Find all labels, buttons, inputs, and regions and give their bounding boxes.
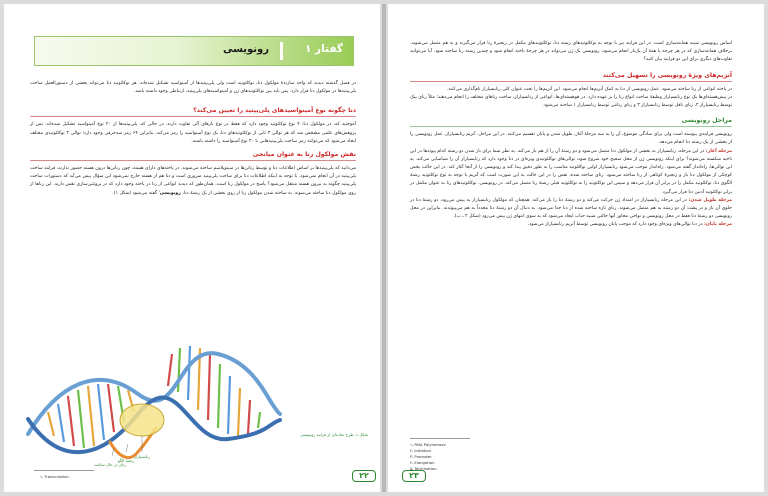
footnote-item: ۵ـ Termination [410,466,437,471]
intro-paragraph: در فصل گذشته دیدید که واحد سازندهٔ مولکول دنا، نوکلئوتید است ولی پلی‌پپتیدها از آمینواسید تشکیل شده‌اند. هر نوکلئوتید دنا می‌تواند بخشی از دستورالعمل ساخت پلی‌پپتیدها در مولکول دنا قرار دارد. پس باید بین نوکلئوتیدهای ژن و آمینواسیدهای پلی‌پپتید، ارتباطی وجود داشته باشد. [30,81,356,95]
label-enzyme: رنابسپاراز [133,454,151,459]
rna-polymerase-shape [120,404,164,436]
stage-termination-label: مرحله پایان: [704,222,732,228]
stage-initiation [410,148,732,197]
label-template-strand: رشتهٔ الگو [117,458,135,463]
page-number-right: ۲۳ [402,470,426,482]
section-rna-text: می‌دانید که پلی‌پپتیدها بر اساس اطلاعات دنا و توسط رناتن‌ها در سیتوپلاسم ساخته می‌شوند. در یاخته‌های دارای هسته، چون رناتن‌ها درون هسته حضور ندارند، فرایند ساخت پلی‌پپتید در آن انجام نمی‌شود. با توجه به اینکه اطلاعات دنا برای ساخت پلی‌پپتید ضروری است و دنا هم از هسته خارج نمی‌شود این سؤال پیش می‌آید که دستورات ساخت پلی‌پپتید چگونه به بیرون هسته منتقل می‌شود؟ پاسخ در مولکول رنا است. همان‌طور که دیدید انواعی از رنا در یاخته وجود دارد که در پروتئین‌سازی نقش دارند. این رناها از روی مولکول دنا ساخته می‌شوند. به ساخته شدن مولکول رنا از روی بخشی از یک رشتهٔ دنا، [30,166,356,196]
stage-elongation [410,197,732,222]
stage-initiation-text: در این مرحله، رنابسپاراز به بخشی از مولکول دنا متصل می‌شود و دو رشتهٔ آن را از هم باز می‌کند. به نظر شما برای باز شدن دو رشته کدام پیوندها در این ناحیه شکسته می‌شوند؟ برای اینکه رونویسی ژن از محل صحیح خود شروع شود، توالی‌های نوکلئوتیدی ویژه‌ای در دنا وجود دارد که رنابسپاراز آن را شناسایی می‌کند. به این توالی‌ها، راه‌انداز گفته می‌شود. راه‌انداز موجب می‌شود رنابسپاراز اولین نوکلئوتید مناسب را به طور دقیق پیدا کند و رونویسی را از آنجا آغاز کند. در این حالت بخش کوچکی از مولکول دنا باز و زنجیرهٔ کوتاهی از رنا ساخته می‌شود. رنای ساخته شده، نقش را در این حالت به این صورت است که آنزیم با توجه به نوع نوکلئوتید رشتهٔ الگوی دنا، نوکلئوتید مکمل را در برابر آن قرار می‌دهد و سپس این نوکلئوتید را به نوکلئوتید قبلی رشتهٔ رنا متصل می‌کند. در رونویسی، نوکلئوتیدهای رنا به عنوان مکمل در برابر نوکلئوتید آدنین دنا قرار می‌گیرد. [410,148,732,195]
footnote-transcription: ۱ـ Transcription [40,474,69,479]
intro-paragraph-right: اساس رونویسی شبیه همانندسازی است. در این فرایند نیز با توجه به نوکلئوتیدهای رشته دنا، نوکلئوتیدهای مکمل در زنجیرهٔ رنا قرار می‌گیرند و به هم متصل می‌شوند. برخلاف همانندسازی که در هر چرخه یا همهٔ آن یک‌بار انجام می‌شود، رونویسی یک ژن می‌تواند در هر چرخهٔ یاخته انجام شود و چندین رشته رنا ساخته شود. آیا می‌توانید تفاوت‌های دیگری برای این دو فرایند بیان کنید؟ [410,41,732,63]
stage-termination-text: در دنا توالی‌های ویژه‌ای وجود دارد که موجب پایان رونویسی توسط آنزیم رنابسپاراز می‌شود. [527,222,703,228]
section-rna-paragraph [30,165,356,198]
chapter-banner [34,36,354,66]
section-rna-end: ' گفته می‌شود (شکل ۱). [112,190,160,196]
left-page-content [30,80,356,198]
footnote-rule [410,438,470,439]
right-page [388,4,764,492]
stage-initiation-label: مرحله آغاز: [705,148,732,154]
section-heading-stages: مراحل رونویسی [681,117,732,125]
term-transcription: رونویسی [159,190,181,196]
section-heading-enzymes: آنزیم‌های ویژهٔ رونویسی را تسهیل می‌کنند [602,71,732,79]
label-new-rna: رنای در حال ساخت [93,462,127,467]
footnote-item: ۳ـ Promoter [410,454,432,459]
transcription-figure [18,324,288,474]
footnote-rule [34,470,94,471]
stage-elongation-label: مرحله طویل شدن: [688,197,732,203]
enzymes-paragraph-1: در یاخته انواعی از رنا ساخته می‌شود. عمل رونویسی از دنا به کمک آنزیم‌ها انجام می‌شود. این آنزیم‌ها را تحت عنوان کلی رنابسپاراز نام‌گذاری می‌کنند. [446,86,732,92]
section-amino-paragraph: آموختید که، در مولکول دنا، ۴ نوع نوکلئوتید وجود دارد که فقط در نوع بازهای آلی تفاوت دارند. در حالی که، پلی‌پپتیدها از ۲۰ نوع آمینواسید تشکیل شده‌اند. پس از پژوهش‌های علمی مشخص شد که هر توالی ۳ تایی از نوکلئوتیدهای دنا، یک نوع آمینواسید را رمز می‌کند. بنابراین ۶۴ رمز سه‌حرفی وجود دارد؛ توالی ۳ نوکلئوتیدی مختلف ایجاد می‌شود که می‌توانند رمز ساخت پلی‌پپتیدهایی با ۲۰ نوع آمینواسید را داشته باشند. [30,122,356,144]
chapter-label: گفتار ۱ [304,43,343,55]
footnote-item: ۲ـ Initiation [410,448,432,453]
banner-separator [280,42,283,60]
stage-termination [410,221,732,229]
heading-underline [410,81,732,82]
footnote-item: ۴ـ Elongation [410,460,435,465]
chapter-title: رونویسی [222,44,269,55]
section-heading-amino: دنا چگونه نوع آمینواسیدهای پلی‌پپتید را تعیین می‌کند؟ [193,107,356,115]
book-spine [382,4,386,492]
right-page-content [410,40,732,230]
footnotes [410,442,446,472]
heading-underline [30,116,356,117]
page-number-left: ۲۲ [352,470,376,482]
stage-elongation-text: در این مرحله رنابسپاراز در امتداد ژن حرکت می‌کند و دو رشتهٔ دنا را باز می‌کند. همچنان که مولکول رنابسپاراز به پیش می‌رود، دو رشتهٔ دنا در جلوی آن باز و در پشت آن دو رشته به هم متصل می‌شوند. رنای تازه ساخته شده از دنا جدا می‌شود. به دنبال آن دو رشتهٔ دنا مجدداً به هم می‌پیوندند. بنابراین در محل رونویسی دو رشتهٔ دنا فقط در محل رونویسی و نواحی مجاور آنها حالتی شبیه حباب ایجاد می‌شود که به سوی انتهای ژن پیش می‌رود (شکل ۲ ـ ب). [410,197,732,220]
figure-caption: شکل ۱ـ طرح ساده‌ای از فرایند رونویسی [300,432,368,437]
left-page [4,4,380,492]
enzymes-paragraph-2: در پیش‌هسته‌ای‌ها یک نوع رنابسپاراز وظیفهٔ ساخت انواع رنا را بر عهده دارد. در هوهسته‌ای‌ها، انواعی از رنابسپاراز، ساخت رناهای مختلف را انجام می‌دهند؛ مثلاً رنای پیک توسط رنابسپاراز ۲، رنای ناقل توسط رنابسپاراز ۳ و رنای رناتنی توسط رنابسپاراز ۱ ساخته می‌شود. [410,94,732,109]
heading-underline [410,126,732,127]
heading-underline [30,160,356,161]
section-heading-rna: نقش مولکول رنا به عنوان میانجی [252,151,356,159]
footnote-item: ۱ـ RNA Polymerase [410,442,446,447]
stages-paragraph: رونویسی فرایندی پیوسته است ولی برای سادگی موضوع، آن را به سه مرحلهٔ آغاز، طویل شدن و پایان تقسیم می‌کنند. در این مراحل، آنزیم رنابسپاراز، عمل رونویسی را از بخشی از یک رشته دنا انجام می‌دهد. [410,132,732,146]
